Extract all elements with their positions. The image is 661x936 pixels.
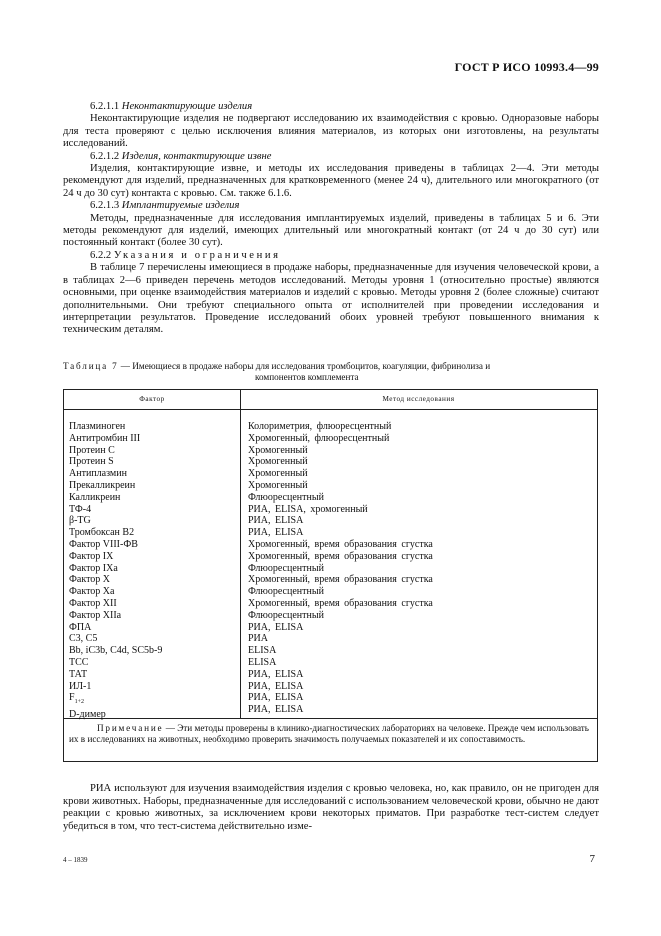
method-cell: Хромогенный, время образования сгустка: [248, 574, 433, 586]
heading-6-2-1-2: [63, 151, 599, 163]
factor-cell: [69, 692, 162, 709]
footer-print-code: 4 – 1839: [63, 856, 88, 864]
section-title: Имплантируемые изделия: [121, 200, 240, 212]
post-table-text: [63, 783, 599, 833]
factor-cell: [69, 456, 162, 468]
method-cell: РИА, ELISA: [248, 527, 304, 539]
column-header-factor: Фактор: [139, 395, 165, 403]
table-caption-line2: компонентов комплемента: [255, 372, 359, 382]
table-caption-label: Таблица 7: [63, 361, 119, 371]
factor-cell: [69, 610, 162, 622]
method-cell: Хромогенный, время образования сгустка: [248, 538, 433, 550]
factor-text: Фактор XII: [69, 597, 117, 609]
table-note: [69, 723, 589, 745]
method-cell: Хромогенный: [248, 456, 308, 468]
factor-text: Протеин C: [69, 444, 115, 456]
method-cell: РИА, ELISA: [248, 515, 304, 527]
method-cell: РИА, ELISA: [248, 680, 304, 692]
factor-text: Фактор Xa: [69, 586, 115, 598]
factor-cell: [69, 681, 162, 693]
factor-cell: [69, 515, 162, 527]
method-cell: Флюоресцентный: [248, 586, 324, 598]
method-column: [248, 421, 433, 716]
factor-cell: [69, 433, 162, 445]
factor-cell: [69, 574, 162, 586]
method-cell: Флюоресцентный: [248, 562, 324, 574]
method-cell: Хромогенный, флюоресцентный: [248, 432, 390, 444]
factor-cell: [69, 445, 162, 457]
factor-cell: [69, 539, 162, 551]
table-caption-line1: — Имеющиеся в продаже наборы для исследования тромбоцитов, коагуляции, фибринолиза и: [120, 361, 491, 371]
method-cell: РИА: [248, 633, 269, 645]
paragraph-ria: РИА используют для изучения взаимодействия изделия с кровью человека, но, как правило, он не пригоден для крови животных. Наборы, предназначенные для исследований с использованием человеческой крови, обычно не дают реакции с кровью животных, за исключением крови некоторых приматов. При разработке тест-систем следует убедиться в том, что тест-система действительно изме-: [63, 783, 599, 832]
factor-cell: [69, 598, 162, 610]
factor-cell: [69, 421, 162, 433]
header-standard-title: ГОСТ Р ИСО 10993.4—99: [454, 60, 599, 74]
factor-text: Антиплазмин: [69, 468, 127, 480]
section-title: Изделия, контактирующие извне: [121, 150, 272, 162]
method-cell: ELISA: [248, 645, 277, 657]
paragraph-6-2-1-3: Методы, предназначенные для исследования имплантируемых изделий, приведены в таблицах 5 и 6. Эти методы рекомендуют для изделий, имеющих длительный или многократный контакт (от 24 ч до 30 сут) или постоянный контакт (более 30 сут).: [63, 212, 599, 249]
factor-text: Тромбоксан В2: [69, 527, 135, 539]
method-cell: Колориметрия, флюоресцентный: [248, 421, 392, 432]
heading-6-2-2: [63, 250, 599, 262]
section-number: 6.2.1.1: [90, 101, 120, 112]
factor-cell: [69, 480, 162, 492]
factor-text: C3, C5: [69, 633, 98, 645]
factor-text: Фактор XIIa: [69, 609, 122, 621]
factor-cell: [69, 622, 162, 634]
method-cell: РИА, ELISA, хромогенный: [248, 503, 368, 515]
method-cell: Флюоресцентный: [248, 491, 324, 503]
paragraph-6-2-1-1: Неконтактирующие изделия не подвергают исследованию их взаимодействия с кровью. Одноразовые наборы для теста проверяют с целью исключения влияния материалов, из которых они изготовлены, на результаты исследований.: [63, 113, 599, 150]
paragraph-6-2-2: В таблице 7 перечислены имеющиеся в продаже наборы, предназначенные для изучения человеческой крови, а в таблицах 2—6 приведен перечень методов исследований. Методы уровня 1 (относительно простые) являются основными, при оценке взаимодействия материалов и изделий с кровью. Методы уровня 2 (более сложные) считают дополнительными. Они требуют специального опыта от исполнителей при проведении исследования и интерпретации результатов. Проведение исследований обоих уровней требуют повышенного внимания к техническим деталям.: [63, 262, 599, 336]
note-text: — Эти методы проверены в клинико-диагностических лабораториях на человеке. Прежде чем использовать их в исследованиях на животных, необходимо проверить значимость получаемых показателей и их сопоставимость.: [69, 723, 589, 745]
method-cell: РИА, ELISA: [248, 692, 304, 704]
factor-cell: [69, 657, 162, 669]
factor-text: β-TG: [69, 515, 91, 527]
factor-cell: [69, 492, 162, 504]
body-text: [63, 101, 599, 337]
factor-text: ФПА: [69, 621, 92, 633]
factor-text: Фактор VIII-ФВ: [69, 538, 138, 550]
column-header-method: Метод исследования: [382, 395, 455, 403]
factor-cell: [69, 645, 162, 657]
note-label: Примечание: [97, 723, 164, 733]
factor-text: F: [69, 692, 75, 704]
factor-text: Плазминоген: [69, 421, 126, 432]
method-cell: Хромогенный: [248, 444, 308, 456]
factor-text: ТАТ: [69, 668, 88, 680]
section-number: 6.2.1.3: [90, 200, 120, 212]
factor-text: TCC: [69, 656, 89, 668]
factor-text: D-димер: [69, 709, 106, 721]
column-divider: [240, 390, 241, 718]
paragraph-6-2-1-2: Изделия, контактирующие извне, и методы их исследования приведены в таблицах 2—4. Эти методы рекомендуют для изделий, предназначенных для кратковременного (менее 24 ч), длительного или многократного (от 24 ч до 30 сут) контакта с кровью. См. также 6.1.6.: [63, 163, 599, 199]
factor-cell: [69, 527, 162, 539]
heading-6-2-1-1: [63, 101, 599, 113]
factor-text: ТФ-4: [69, 503, 92, 515]
factor-text: Фактор IX: [69, 550, 114, 562]
factor-text: Фактор X: [69, 574, 111, 586]
factor-cell: [69, 669, 162, 681]
table-header: [64, 390, 597, 410]
factor-cell: [69, 504, 162, 516]
section-title: Указания и ограничения: [113, 249, 281, 261]
factor-subscript: 1+2: [74, 699, 84, 706]
method-cell: Хромогенный, время образования сгустка: [248, 597, 433, 609]
factor-text: Bb, iC3b, C4d, SC5b-9: [69, 645, 163, 657]
method-cell: РИА, ELISA: [248, 621, 304, 633]
table-caption: [63, 361, 599, 383]
factor-column: [69, 421, 162, 721]
method-cell: РИА, ELISA: [248, 704, 304, 716]
factor-text: Прекалликреин: [69, 479, 136, 491]
section-number: 6.2.1.2: [90, 150, 120, 162]
section-number: 6.2.2: [90, 249, 112, 261]
factor-text: Протеин S: [69, 456, 114, 468]
method-cell: РИА, ELISA: [248, 668, 304, 680]
method-cell: Хромогенный: [248, 468, 308, 480]
factor-text: Антитромбин III: [69, 432, 141, 444]
page-number: 7: [589, 853, 595, 865]
factor-cell: [69, 709, 162, 721]
factor-cell: [69, 468, 162, 480]
factor-cell: [69, 586, 162, 598]
method-cell: ELISA: [248, 656, 277, 668]
factor-text: Калликреин: [69, 491, 121, 503]
method-cell: Флюоресцентный: [248, 609, 324, 621]
section-title: Неконтактирующие изделия: [121, 101, 253, 112]
method-cell: Хромогенный: [248, 479, 308, 491]
factor-cell: [69, 551, 162, 563]
factor-cell: [69, 633, 162, 645]
heading-6-2-1-3: [63, 200, 599, 212]
factor-text: ИЛ-1: [69, 680, 92, 692]
method-cell: Хромогенный, время образования сгустка: [248, 550, 433, 562]
factor-text: Фактор IXa: [69, 562, 118, 574]
factor-cell: [69, 563, 162, 575]
table-7: [63, 389, 598, 762]
